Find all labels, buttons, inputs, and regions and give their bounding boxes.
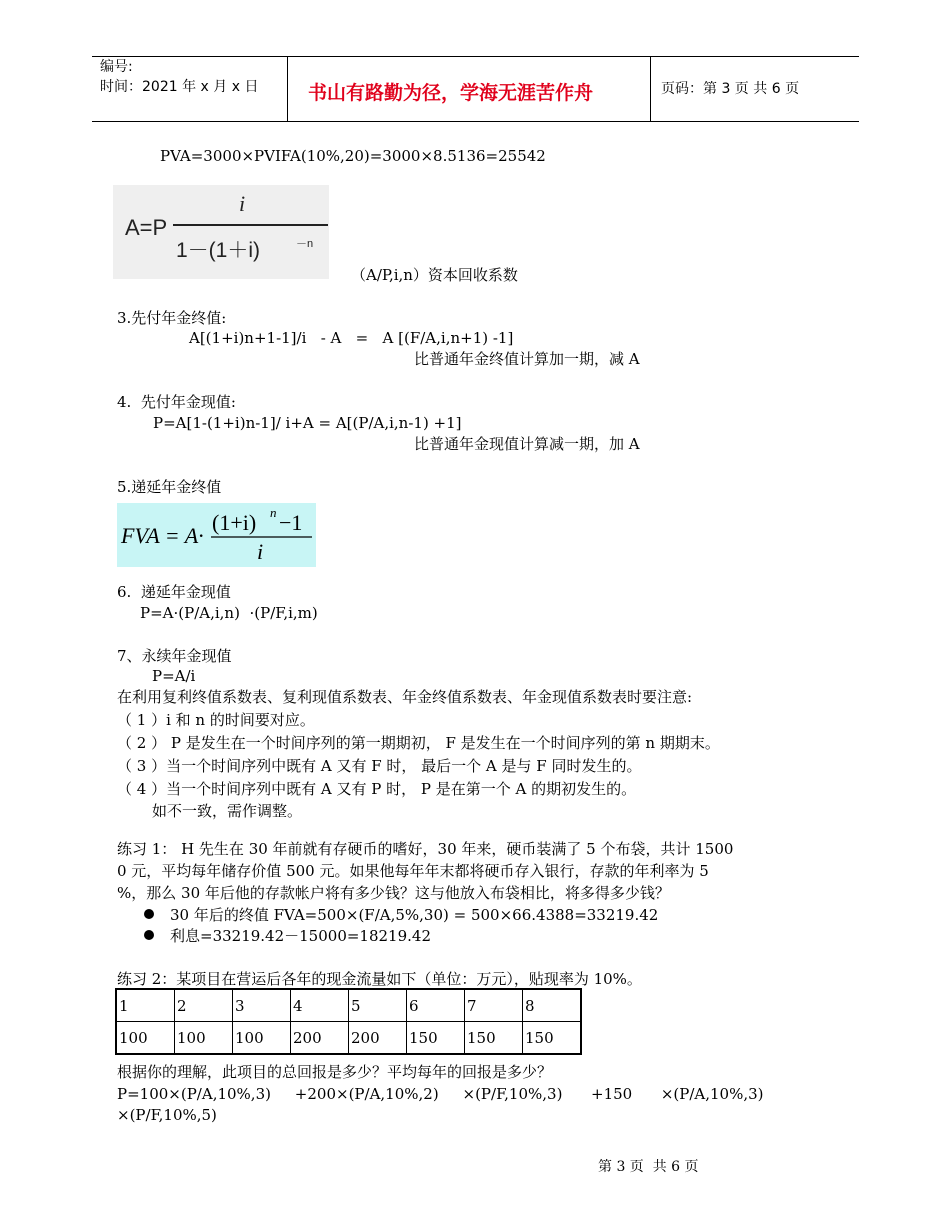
header-divider-left <box>287 56 288 122</box>
capital-recovery-formula-image <box>113 185 329 279</box>
formula-numerator: i <box>239 191 246 216</box>
fva-formula-svg <box>117 503 316 567</box>
notice-item-1: （ 1 ）i 和 n 的时间要对应。 <box>117 711 315 729</box>
table-row-flows <box>116 1022 581 1055</box>
notice-adjust: 如不一致，需作调整。 <box>152 802 303 820</box>
table-cell: 150 <box>407 1022 465 1055</box>
section-4-note: 比普通年金现值计算减一期，加 A <box>414 435 640 453</box>
exercise-2-question: 根据你的理解，此项目的总回报是多少？平均每年的回报是多少？ <box>117 1063 553 1081</box>
header-top-rule <box>92 56 859 57</box>
section-7-formula: P=A/i <box>152 667 196 685</box>
table-cell: 4 <box>291 989 349 1022</box>
header-number-label: 编号: <box>100 59 133 75</box>
section-3-formula: A[(1+i)n+1-1]/i - A = A [(F/A,i,n+1) -1] <box>189 329 514 347</box>
header-bottom-rule <box>92 121 859 122</box>
notice-item-3: （ 3 ）当一个时间序列中既有 A 又有 F 时， 最后一个 A 是与 F 同时发生的。 <box>117 757 642 775</box>
header-time-label: 时间：2021 年 x 月 x 日 <box>100 79 259 95</box>
capital-recovery-label: （A/P,i,n）资本回收系数 <box>351 266 518 284</box>
table-cell: 150 <box>523 1022 582 1055</box>
exercise-1-answer-fva: 30 年后的终值 FVA=500×(F/A,5%,30) = 500×66.4388=33219.42 <box>170 906 659 924</box>
table-cell: 3 <box>233 989 291 1022</box>
exercise-1-line-3: %，那么 30 年后他的存款帐户将有多少钱？这与他放入布袋相比，将多得多少钱？ <box>117 884 670 902</box>
cash-flow-table <box>115 988 582 1055</box>
notice-item-4: （ 4 ）当一个时间序列中既有 A 又有 P 时， P 是在第一个 A 的期初发生的。 <box>117 780 637 798</box>
section-4-formula: P=A[1-(1+i)n-1]/ i+A = A[(P/A,i,n-1) +1] <box>153 414 462 432</box>
table-cell: 8 <box>523 989 582 1022</box>
table-cell: 1 <box>116 989 175 1022</box>
exercise-1-bullet-1 <box>144 906 658 925</box>
capital-recovery-formula-svg <box>113 185 329 279</box>
section-6-formula: P=A·(P/A,i,n) ·(P/F,i,m) <box>140 604 318 622</box>
section-7-title: 7、永续年金现值 <box>117 647 232 665</box>
notice-intro: 在利用复利终值系数表、复利现值系数表、年金终值系数表、年金现值系数表时要注意: <box>117 688 693 706</box>
fva-numerator-exponent: n <box>270 505 277 520</box>
exercise-2-answer-line-1: P=100×(P/A,10%,3) +200×(P/A,10%,2) ×(P/F,10%,3) +150 ×(P/A,10%,3) <box>117 1085 764 1103</box>
exercise-1-line-2: 0 元，平均每年储存价值 500 元。如果他每年年末都将硬币存入银行，存款的年利率为 5 <box>117 862 709 880</box>
exercise-2-title: 练习 2：某项目在营运后各年的现金流量如下（单位：万元），贴现率为 10%。 <box>117 970 642 988</box>
table-cell: 6 <box>407 989 465 1022</box>
table-cell: 150 <box>465 1022 523 1055</box>
header-divider-right <box>650 56 651 122</box>
table-cell: 100 <box>233 1022 291 1055</box>
header-motto: 书山有路勤为径，学海无涯苦作舟 <box>308 82 594 104</box>
pva-calculation: PVA=3000×PVIFA(10%,20)=3000×8.5136=25542 <box>160 147 546 165</box>
table-cell: 7 <box>465 989 523 1022</box>
exercise-1-line-1: 练习 1： H 先生在 30 年前就有存硬币的嗜好，30 年来，硬币装满了 5 个布袋，共计 1500 <box>117 840 734 858</box>
table-row-years <box>116 989 581 1022</box>
section-6-title: 6. 递延年金现值 <box>117 583 231 601</box>
fva-formula-box <box>117 503 316 567</box>
fva-denominator: i <box>257 539 264 564</box>
table-cell: 100 <box>116 1022 175 1055</box>
section-4-title: 4. 先付年金现值: <box>117 393 236 411</box>
table-cell: 2 <box>175 989 233 1022</box>
exercise-1-answer-interest: 利息=33219.42－15000=18219.42 <box>170 927 431 945</box>
section-3-note: 比普通年金终值计算加一期，减 A <box>414 350 640 368</box>
bullet-icon <box>144 930 154 940</box>
section-3-title: 3.先付年金终值: <box>117 309 227 327</box>
table-cell: 200 <box>291 1022 349 1055</box>
notice-item-2: （ 2 ） P 是发生在一个时间序列的第一期期初， F 是发生在一个时间序列的第 n 期期末。 <box>117 734 720 752</box>
formula-exponent: －n <box>296 238 314 250</box>
fva-numerator-base: (1+i) <box>212 510 257 535</box>
exercise-1-bullet-2 <box>144 927 431 946</box>
footer-page-number: 第 3 页 共 6 页 <box>598 1159 699 1175</box>
formula-denominator: 1－(1＋i) <box>176 239 261 262</box>
fva-numerator-tail: −1 <box>279 510 303 535</box>
exercise-2-answer-line-2: ×(P/F,10%,5) <box>117 1106 217 1124</box>
header-page-label: 页码：第 3 页 共 6 页 <box>661 81 800 97</box>
section-5-title: 5.递延年金终值 <box>117 478 222 496</box>
formula-lhs: A=P <box>125 215 168 240</box>
table-cell: 200 <box>349 1022 407 1055</box>
bullet-icon <box>144 909 154 919</box>
table-cell: 100 <box>175 1022 233 1055</box>
fva-lhs: FVA = A· <box>121 523 204 548</box>
table-cell: 5 <box>349 989 407 1022</box>
